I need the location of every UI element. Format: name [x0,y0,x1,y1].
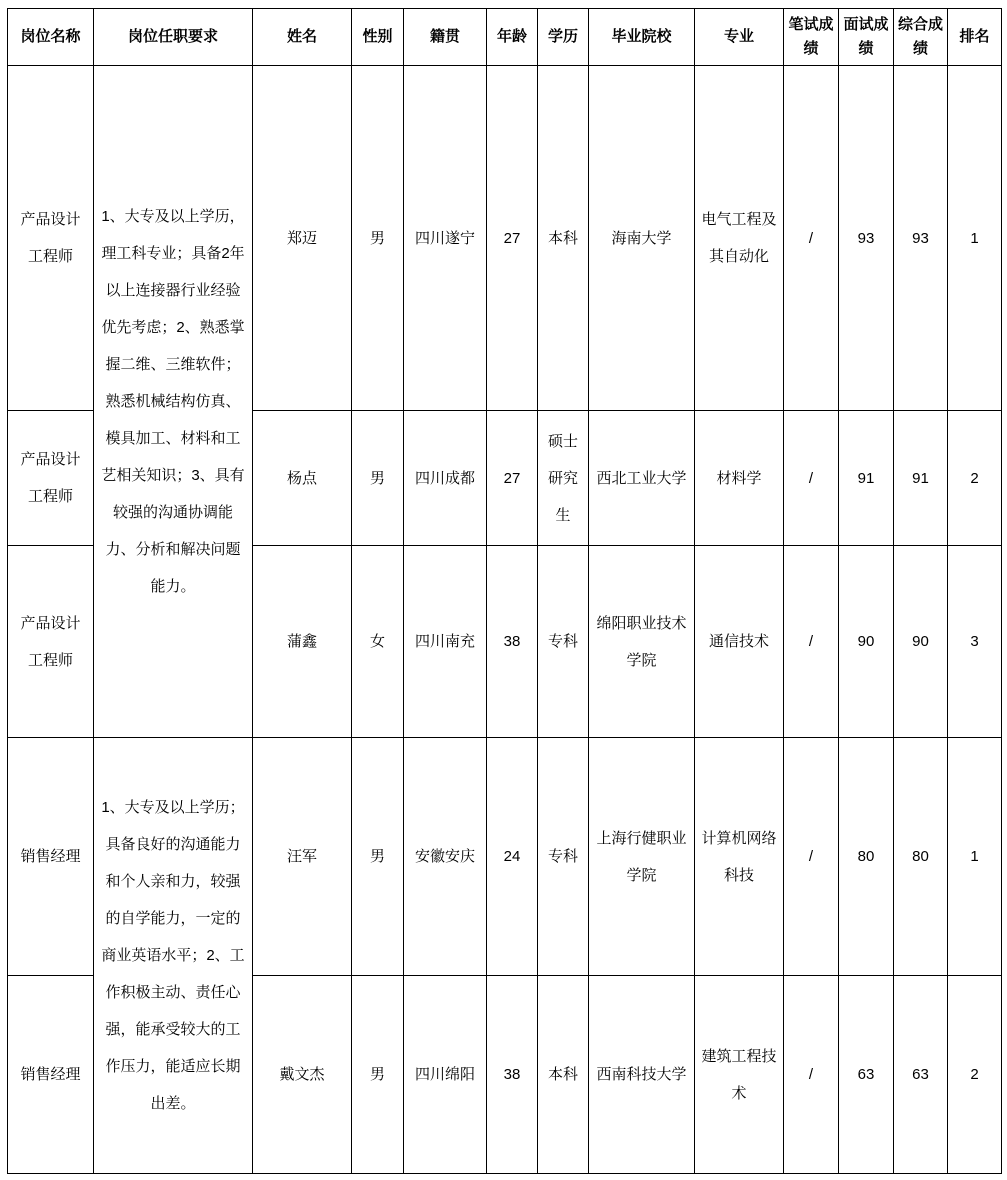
cell-position: 销售经理 [8,738,94,976]
cell-written-score: / [784,411,839,546]
cell-age: 38 [487,976,538,1174]
column-header-age: 年龄 [487,9,538,66]
header-row [8,9,1002,66]
column-header-interview-score: 面试成绩 [839,9,894,66]
cell-overall-score: 90 [894,546,948,738]
cell-school: 西南科技大学 [589,976,695,1174]
cell-name: 戴文杰 [253,976,352,1174]
cell-written-score: / [784,66,839,411]
cell-gender: 男 [352,66,404,411]
cell-overall-score: 91 [894,411,948,546]
cell-position: 销售经理 [8,976,94,1174]
cell-interview-score: 63 [839,976,894,1174]
cell-school: 西北工业大学 [589,411,695,546]
cell-education: 专科 [538,546,589,738]
cell-name: 蒲鑫 [253,546,352,738]
cell-written-score: / [784,738,839,976]
cell-major: 计算机网络科技 [695,738,784,976]
cell-major: 通信技术 [695,546,784,738]
cell-gender: 男 [352,738,404,976]
column-header-education: 学历 [538,9,589,66]
cell-school: 海南大学 [589,66,695,411]
cell-hometown: 四川成都 [404,411,487,546]
cell-position: 产品设计工程师 [8,546,94,738]
cell-education: 专科 [538,738,589,976]
cell-requirements: 1、大专及以上学历；具备良好的沟通能力和个人亲和力，较强的自学能力，一定的商业英语水平；2、工作积极主动、责任心强，能承受较大的工作压力，能适应长期出差。 [94,738,253,1174]
cell-gender: 女 [352,546,404,738]
cell-overall-score: 63 [894,976,948,1174]
column-header-hometown: 籍贯 [404,9,487,66]
cell-name: 汪军 [253,738,352,976]
table-row [8,66,1002,411]
cell-position: 产品设计工程师 [8,66,94,411]
cell-rank: 2 [948,411,1002,546]
cell-name: 杨点 [253,411,352,546]
cell-hometown: 四川绵阳 [404,976,487,1174]
cell-name: 郑迈 [253,66,352,411]
cell-major: 材料学 [695,411,784,546]
cell-age: 24 [487,738,538,976]
cell-school: 绵阳职业技术学院 [589,546,695,738]
cell-interview-score: 90 [839,546,894,738]
column-header-written-score: 笔试成绩 [784,9,839,66]
column-header-overall-score: 综合成绩 [894,9,948,66]
cell-education: 硕士研究生 [538,411,589,546]
cell-school: 上海行健职业学院 [589,738,695,976]
cell-interview-score: 91 [839,411,894,546]
cell-hometown: 四川遂宁 [404,66,487,411]
cell-age: 27 [487,411,538,546]
cell-major: 电气工程及其自动化 [695,66,784,411]
cell-requirements: 1、大专及以上学历，理工科专业；具备2年以上连接器行业经验优先考虑；2、熟悉掌握二维、三维软件；熟悉机械结构仿真、模具加工、材料和工艺相关知识；3、具有较强的沟通协调能力、分析和解决问题能力。 [94,66,253,738]
cell-age: 38 [487,546,538,738]
cell-major: 建筑工程技术 [695,976,784,1174]
column-header-school: 毕业院校 [589,9,695,66]
cell-hometown: 安徽安庆 [404,738,487,976]
cell-age: 27 [487,66,538,411]
column-header-name: 姓名 [253,9,352,66]
cell-education: 本科 [538,66,589,411]
column-header-gender: 性别 [352,9,404,66]
table-row [8,738,1002,976]
cell-rank: 1 [948,738,1002,976]
column-header-requirements: 岗位任职要求 [94,9,253,66]
cell-written-score: / [784,976,839,1174]
cell-rank: 2 [948,976,1002,1174]
column-header-position: 岗位名称 [8,9,94,66]
cell-education: 本科 [538,976,589,1174]
column-header-rank: 排名 [948,9,1002,66]
cell-rank: 3 [948,546,1002,738]
cell-overall-score: 93 [894,66,948,411]
cell-hometown: 四川南充 [404,546,487,738]
cell-written-score: / [784,546,839,738]
cell-gender: 男 [352,976,404,1174]
cell-position: 产品设计工程师 [8,411,94,546]
candidates-table [7,8,1002,1174]
cell-rank: 1 [948,66,1002,411]
cell-overall-score: 80 [894,738,948,976]
column-header-major: 专业 [695,9,784,66]
cell-gender: 男 [352,411,404,546]
cell-interview-score: 80 [839,738,894,976]
cell-interview-score: 93 [839,66,894,411]
